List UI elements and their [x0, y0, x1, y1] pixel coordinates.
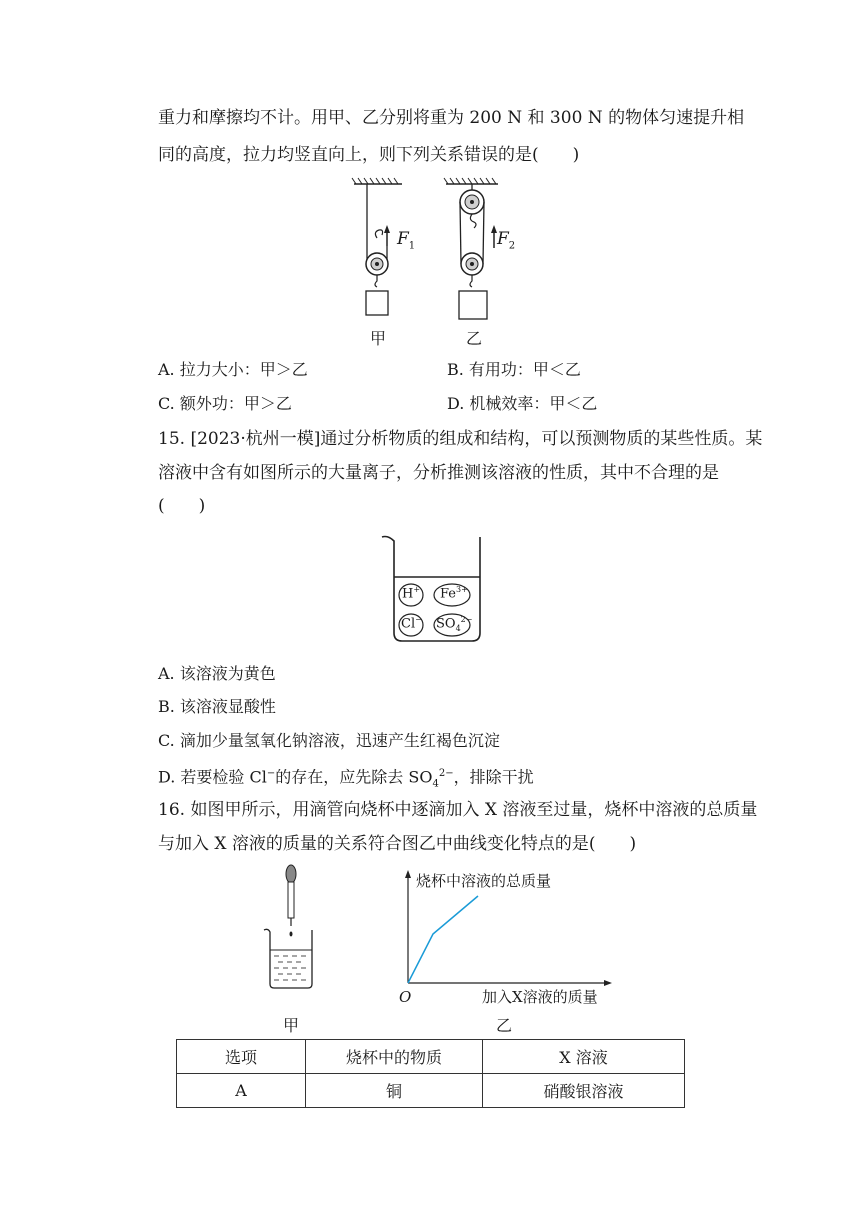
q14-option-c: C. 额外功：甲＞乙 [158, 394, 292, 413]
ion-cl-minus: Cl− [401, 615, 422, 632]
pulley-figure-yi [440, 176, 520, 346]
figure-yi-label-q16: 乙 [496, 1016, 513, 1035]
q15-text-line1: 15. [2023·杭州一模]通过分析物质的组成和结构，可以预测物质的某些性质。某 [158, 429, 763, 449]
table-cell: 硝酸银溶液 [483, 1074, 685, 1108]
table-row [177, 1074, 685, 1108]
figure-jia-label-q16: 甲 [283, 1016, 300, 1035]
q15-option-d: D. 若要检验 Cl−的存在，应先除去 $SO_4^{2-}$，排除干扰 [158, 767, 534, 790]
ion-so4-2minus: $SO_4^{2-}$ [436, 615, 473, 633]
q15-text-line2: 溶液中含有如图所示的大量离子，分析推测该溶液的性质，其中不合理的是 [158, 463, 719, 483]
q14-option-d: D. 机械效率：甲＜乙 [447, 394, 598, 413]
q14-text-line2: 同的高度，拉力均竖直向上，则下列关系错误的是( ) [158, 145, 580, 165]
q15-option-a: A. 该溶液为黄色 [158, 664, 276, 683]
q14-option-b: B. 有用功：甲＜乙 [447, 360, 581, 379]
ion-fe-3plus: $Fe^{3+}$ [440, 585, 468, 602]
graph-x-axis-label: 加入X溶液的质量 [482, 988, 598, 1006]
pulley-figure-jia [340, 176, 420, 346]
dropper-beaker-figure [262, 862, 322, 994]
q15-option-b: B. 该溶液显酸性 [158, 697, 276, 716]
q14-option-a: A. 拉力大小：甲＞乙 [158, 360, 308, 379]
table-header-row [177, 1040, 685, 1074]
ion-h-plus: H+ [402, 585, 421, 602]
q14-text-line1: 重力和摩擦均不计。用甲、乙分别将重为 200 N 和 300 N 的物体匀速提升相 [158, 108, 745, 128]
ion-beaker-figure [380, 533, 490, 645]
figure-jia-label: 甲 [370, 329, 387, 348]
force-f1-label: $F_1$ [397, 229, 416, 252]
q15-text-line3: ( ) [158, 496, 206, 516]
q16-options-table [176, 1039, 685, 1108]
q15-option-c: C. 滴加少量氢氧化钠溶液，迅速产生红褐色沉淀 [158, 731, 500, 750]
force-f2-label: $F_2$ [497, 229, 516, 252]
table-header-cell: 选项 [177, 1040, 306, 1074]
q16-text-line2: 与加入 X 溶液的质量的关系符合图乙中曲线变化特点的是( ) [158, 834, 637, 854]
q16-text-line1: 16. 如图甲所示，用滴管向烧杯中逐滴加入 X 溶液至过量，烧杯中溶液的总质量 [158, 800, 758, 820]
graph-y-axis-label: 烧杯中溶液的总质量 [416, 872, 552, 890]
table-header-cell: 烧杯中的物质 [306, 1040, 483, 1074]
mass-curve [408, 896, 478, 983]
table-header-cell: X 溶液 [483, 1040, 685, 1074]
graph-origin-label: O [399, 988, 412, 1006]
table-cell: A [177, 1074, 306, 1108]
table-cell: 铜 [306, 1074, 483, 1108]
figure-yi-label: 乙 [466, 329, 483, 348]
